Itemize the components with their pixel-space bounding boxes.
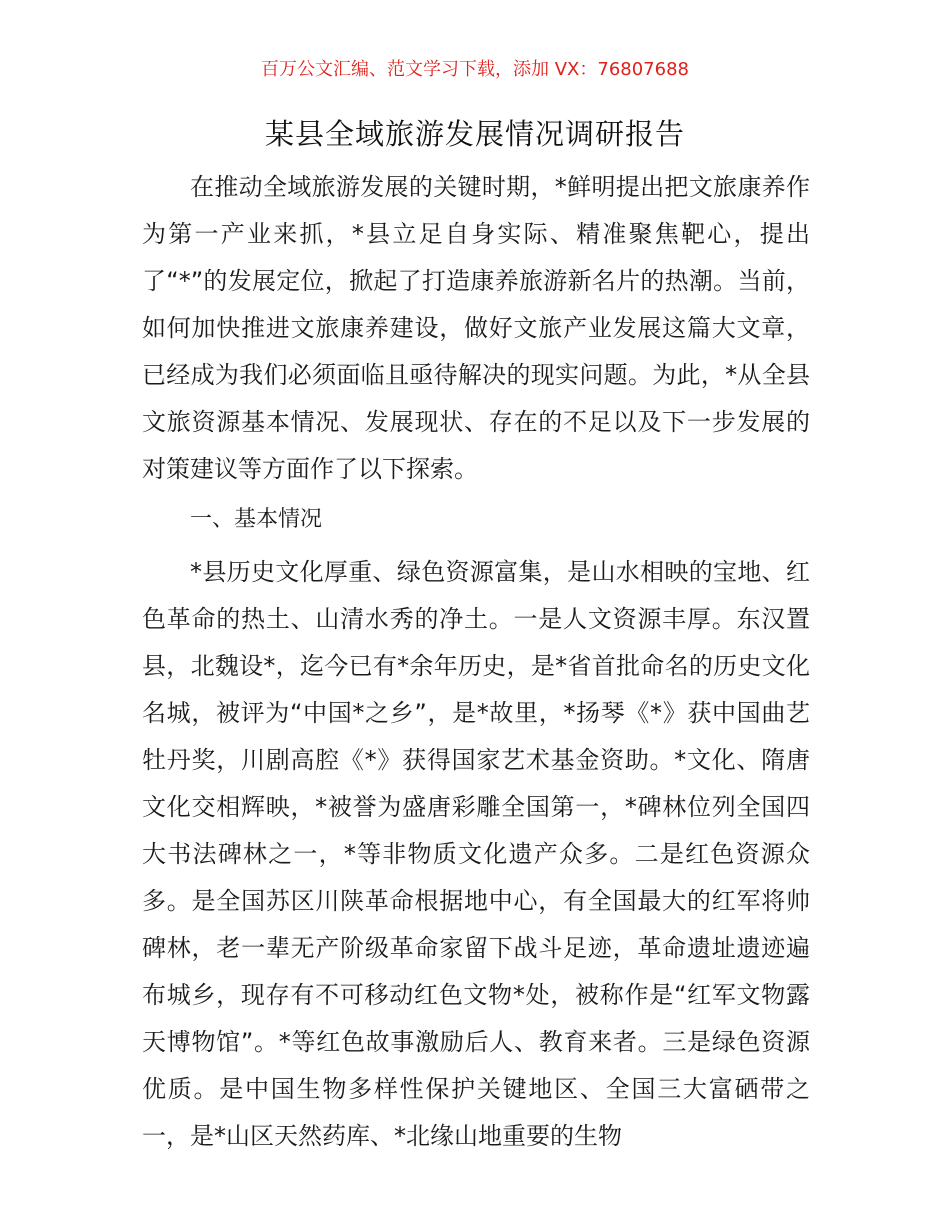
section-heading-basic-situation: 一、基本情况 xyxy=(190,507,323,532)
intro-paragraph: 在推动全域旅游发展的关键时期，*鲜明提出把文旅康养作为第一产业来抓，*县立足自身实际、精准聚焦靶心，提出了“*”的发展定位，掀起了打造康养旅游新名片的热潮。当前，如何加快推进文旅康养建设，做好文旅产业发展这篇大文章，已经成为我们必须面临且亟待解决的现实问题。为此，*从全县文旅资源基本情况、发展现状、存在的不足以及下一步发展的对策建议等方面作了以下探索。 xyxy=(142,173,810,483)
document-body xyxy=(142,164,810,1160)
section-paragraph-basic-situation: *县历史文化厚重、绿色资源富集，是山水相映的宝地、红色革命的热土、山清水秀的净土。一是人文资源丰厚。东汉置县，北魏设*，迄今已有*余年历史，是*省首批命名的历史文化名城，被评为“中国*之乡”，是*故里，*扬琴《*》获中国曲艺牡丹奖，川剧高腔《*》获得国家艺术基金资助。*文化、隋唐文化交相辉映，*被誉为盛唐彩雕全国第一，*碑林位列全国四大书法碑林之一，*等非物质文化遗产众多。二是红色资源众多。是全国苏区川陕革命根据地中心，有全国最大的红军将帅碑林，老一辈无产阶级革命家留下战斗足迹，革命遗址遗迹遍布城乡，现存有不可移动红色文物*处，被称作是“红军文物露天博物馆”。*等红色故事激励后人、教育来者。三是绿色资源优质。是中国生物多样性保护关键地区、全国三大富硒带之一，是*山区天然药库、*北缘山地重要的生物 xyxy=(142,558,810,1150)
document-title: 某县全域旅游发展情况调研报告 xyxy=(264,117,685,151)
watermark-banner: 百万公文汇编、范文学习下载，添加 VX：76807688 xyxy=(261,59,689,80)
